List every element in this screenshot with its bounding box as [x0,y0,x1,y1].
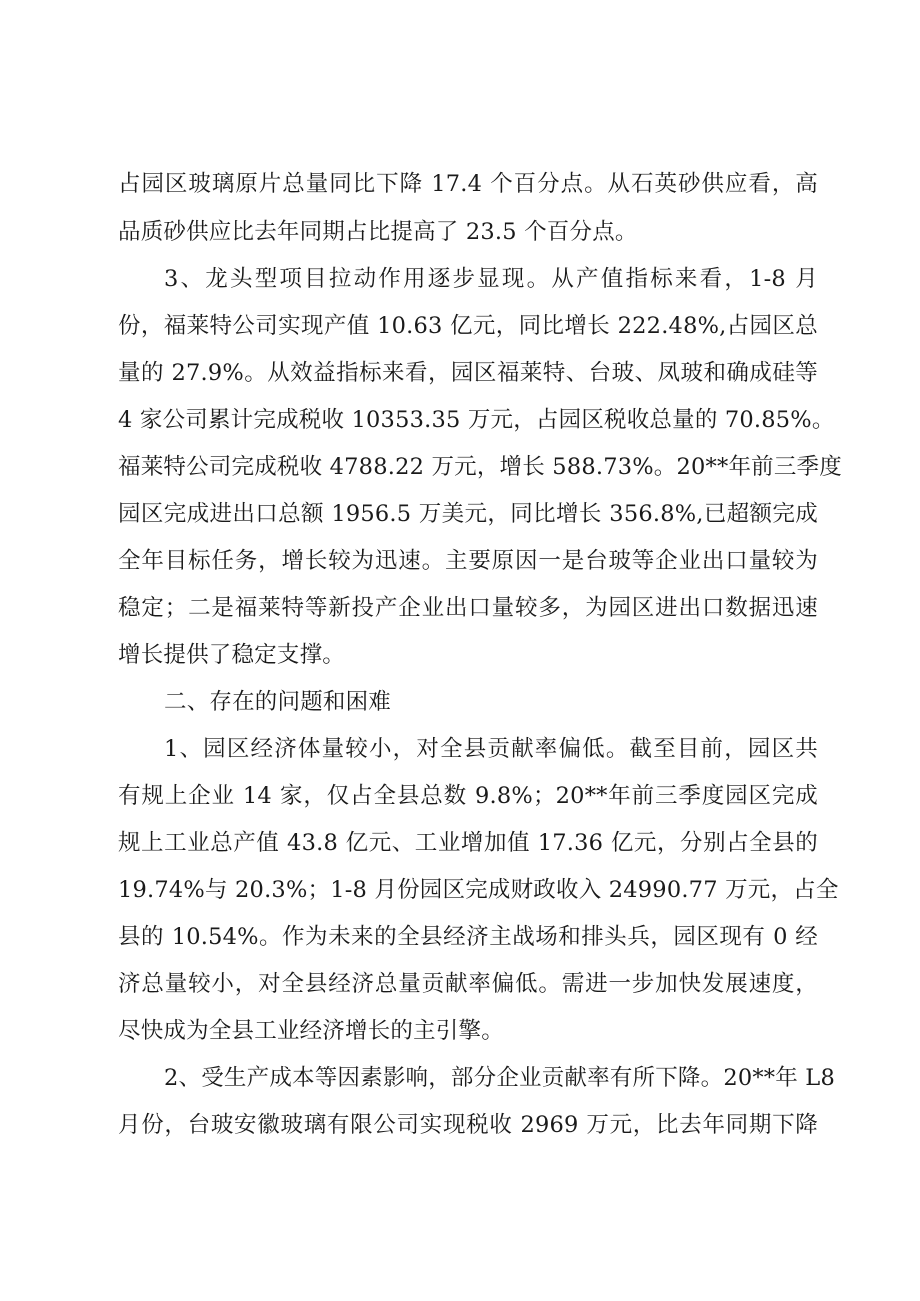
text-line-9: 全年目标任务，增长较为迅速。主要原因一是台玻等企业出口量较为 [118,548,818,574]
text-line-10: 稳定；二是福莱特等新投产企业出口量较多，为园区进出口数据迅速 [118,595,818,621]
text-line-6: 4 家公司累计完成税收 10353.35 万元，占园区税收总量的 70.85%。 [118,407,835,433]
paragraph-2-heading-line: 2、受生产成本等因素影响，部分企业贡献率有所下降。20**年 L8 [164,1065,835,1091]
text-line-15: 规上工业总产值 43.8 亿元、工业增加值 17.36 亿元，分别占全县的 [118,830,818,856]
text-line-5: 量的 27.9%。从效益指标来看，园区福莱特、台玻、凤玻和确成硅等 [118,360,818,386]
text-line-21: 月份，台玻安徽玻璃有限公司实现税收 2969 万元，比去年同期下降 [118,1112,818,1138]
paragraph-3-heading-line: 3、龙头型项目拉动作用逐步显现。从产值指标来看，1-8 月 [164,266,818,292]
text-line-11: 增长提供了稳定支撑。 [118,642,346,668]
text-line-17: 县的 10.54%。作为未来的全县经济主战场和排头兵，园区现有 0 经 [118,924,818,950]
section-heading-problems: 二、存在的问题和困难 [164,689,392,715]
text-line-14: 有规上企业 14 家，仅占全县总数 9.8%；20**年前三季度园区完成 [118,783,818,809]
text-line-16: 19.74%与 20.3%；1-8 月份园区完成财政收入 24990.77 万元，占全 [118,877,839,903]
text-line-18: 济总量较小，对全县经济总量贡献率偏低。需进一步加快发展速度， [118,971,818,997]
text-line-2: 品质砂供应比去年同期占比提高了 23.5 个百分点。 [118,219,638,245]
text-line-4: 份，福莱特公司实现产值 10.63 亿元，同比增长 222.48%,占园区总 [118,313,818,339]
text-line-1: 占园区玻璃原片总量同比下降 17.4 个百分点。从石英砂供应看，高 [118,171,818,197]
paragraph-1-heading-line: 1、园区经济体量较小，对全县贡献率偏低。截至目前，园区共 [164,736,818,762]
text-line-7: 福莱特公司完成税收 4788.22 万元，增长 588.73%。20**年前三季度 [118,454,842,480]
text-line-8: 园区完成进出口总额 1956.5 万美元，同比增长 356.8%,已超额完成 [118,501,818,527]
text-line-19: 尽快成为全县工业经济增长的主引擎。 [118,1018,504,1044]
